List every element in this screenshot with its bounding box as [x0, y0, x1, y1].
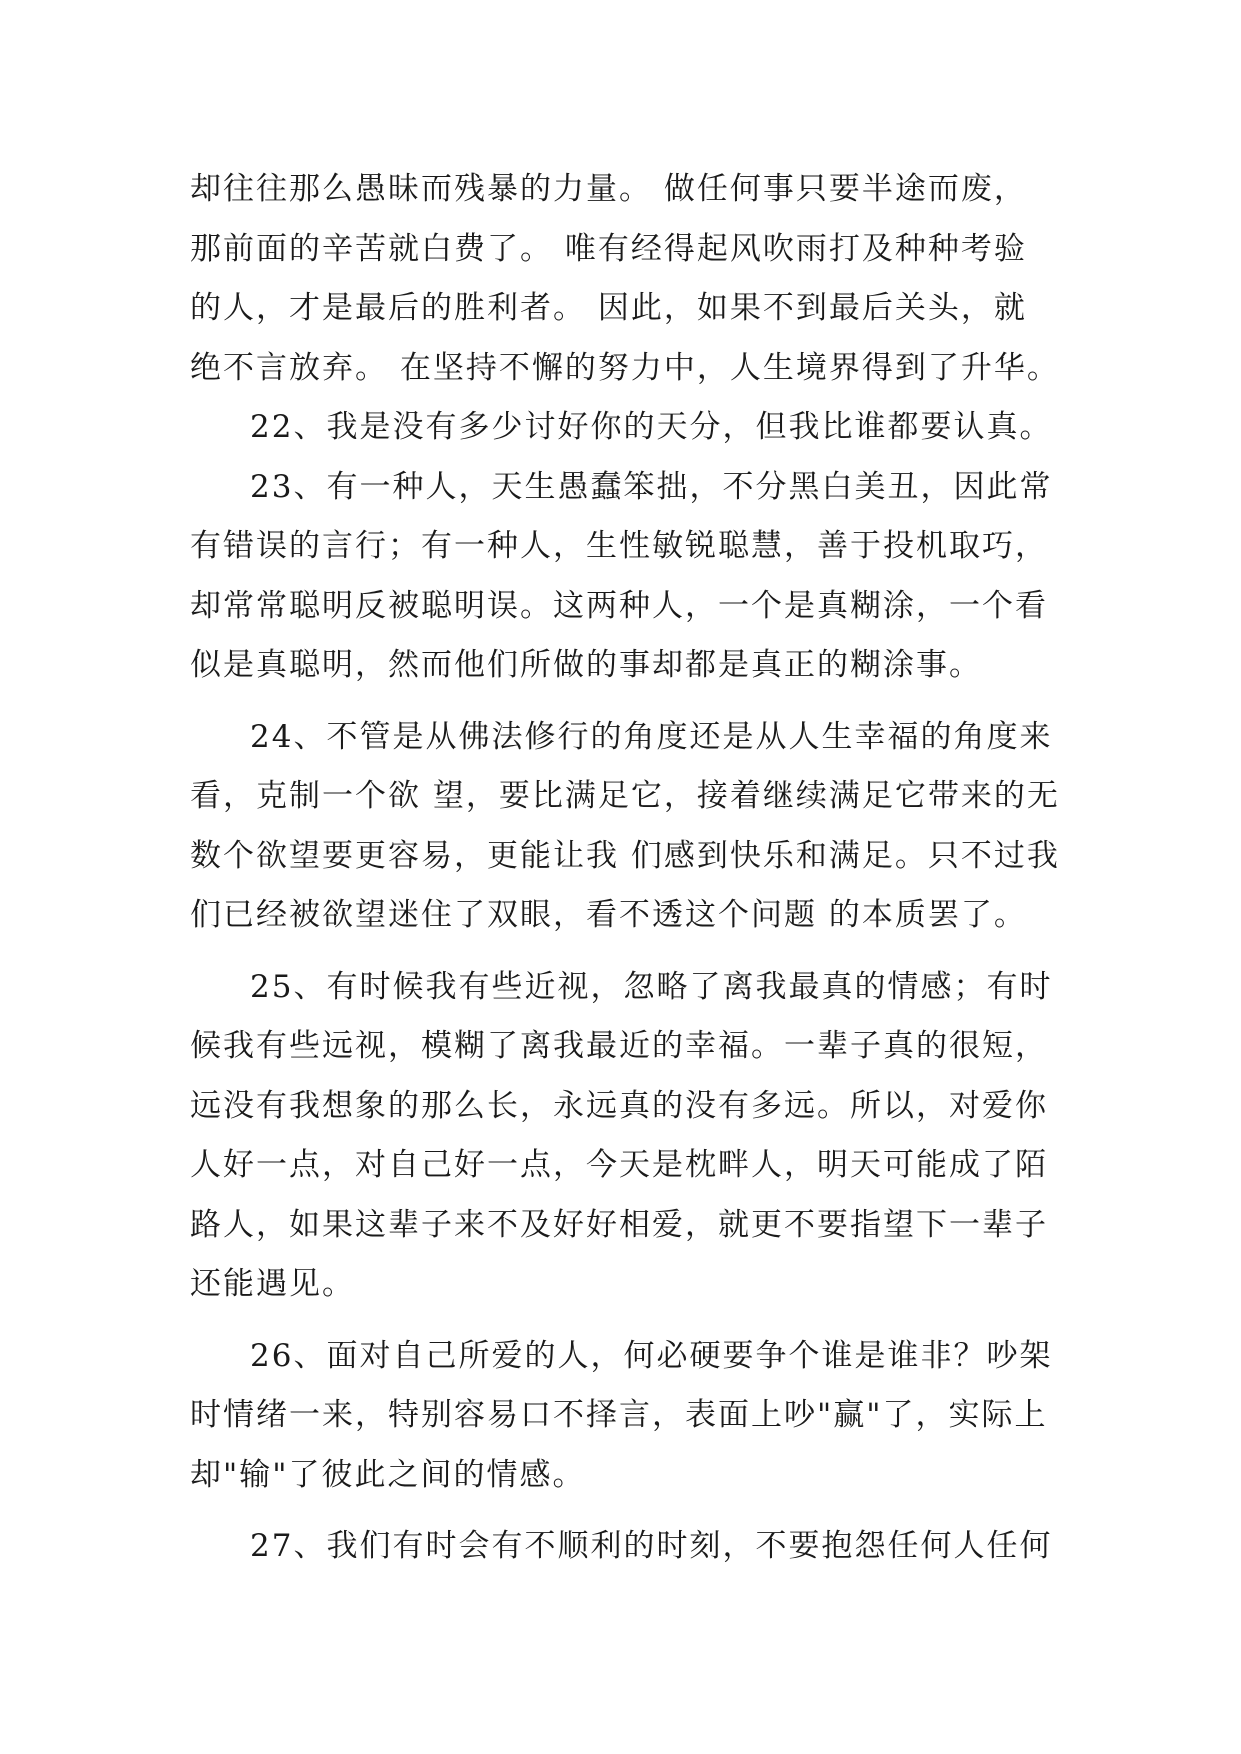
paragraph-26: 26、面对自己所爱的人，何必硬要争个谁是谁非？吵架时情绪一来，特别容易口不择言，表面上吵"赢"了，实际上却"输"了彼此之间的情感。: [190, 1337, 1053, 1493]
paragraph-22: 22、我是没有多少讨好你的天分，但我比谁都要认真。: [250, 409, 1053, 445]
paragraph-27: 27、我们有时会有不顺利的时刻，不要抱怨任何人任何: [250, 1528, 1053, 1564]
paragraph-23: 23、有一种人，天生愚蠢笨拙，不分黑白美丑，因此常有错误的言行；有一种人，生性敏锐聪慧，善于投机取巧，却常常聪明反被聪明误。这两种人，一个是真糊涂，一个看似是真聪明，然而他们所做的事却都是真正的糊涂事。: [190, 468, 1053, 683]
paragraph-21-continued: 却往往那么愚昧而残暴的力量。 做任何事只要半途而废， 那前面的辛苦就白费了。 唯有经得起风吹雨打及种种考验 的人，才是最后的胜利者。 因此，如果不到最后关头，就 绝不言放弃。 在坚持不懈的努力中，人生境界得到了升华。: [190, 171, 1060, 386]
paragraph-25: 25、有时候我有些近视，忽略了离我最真的情感；有时候我有些远视，模糊了离我最近的幸福。一辈子真的很短，远没有我想象的那么长，永远真的没有多远。所以，对爱你人好一点，对自己好一点，今天是枕畔人，明天可能成了陌路人，如果这辈子来不及好好相爱，就更不要指望下一辈子还能遇见。: [190, 968, 1053, 1302]
document-body: [190, 160, 1070, 1577]
paragraph-24: 24、不管是从佛法修行的角度还是从人生幸福的角度来看，克制一个欲 望，要比满足它，接着继续满足它带来的无数个欲望要更容易，更能让我 们感到快乐和满足。只不过我们已经被欲望迷住了双眼，看不透这个问题 的本质罢了。: [190, 718, 1060, 933]
